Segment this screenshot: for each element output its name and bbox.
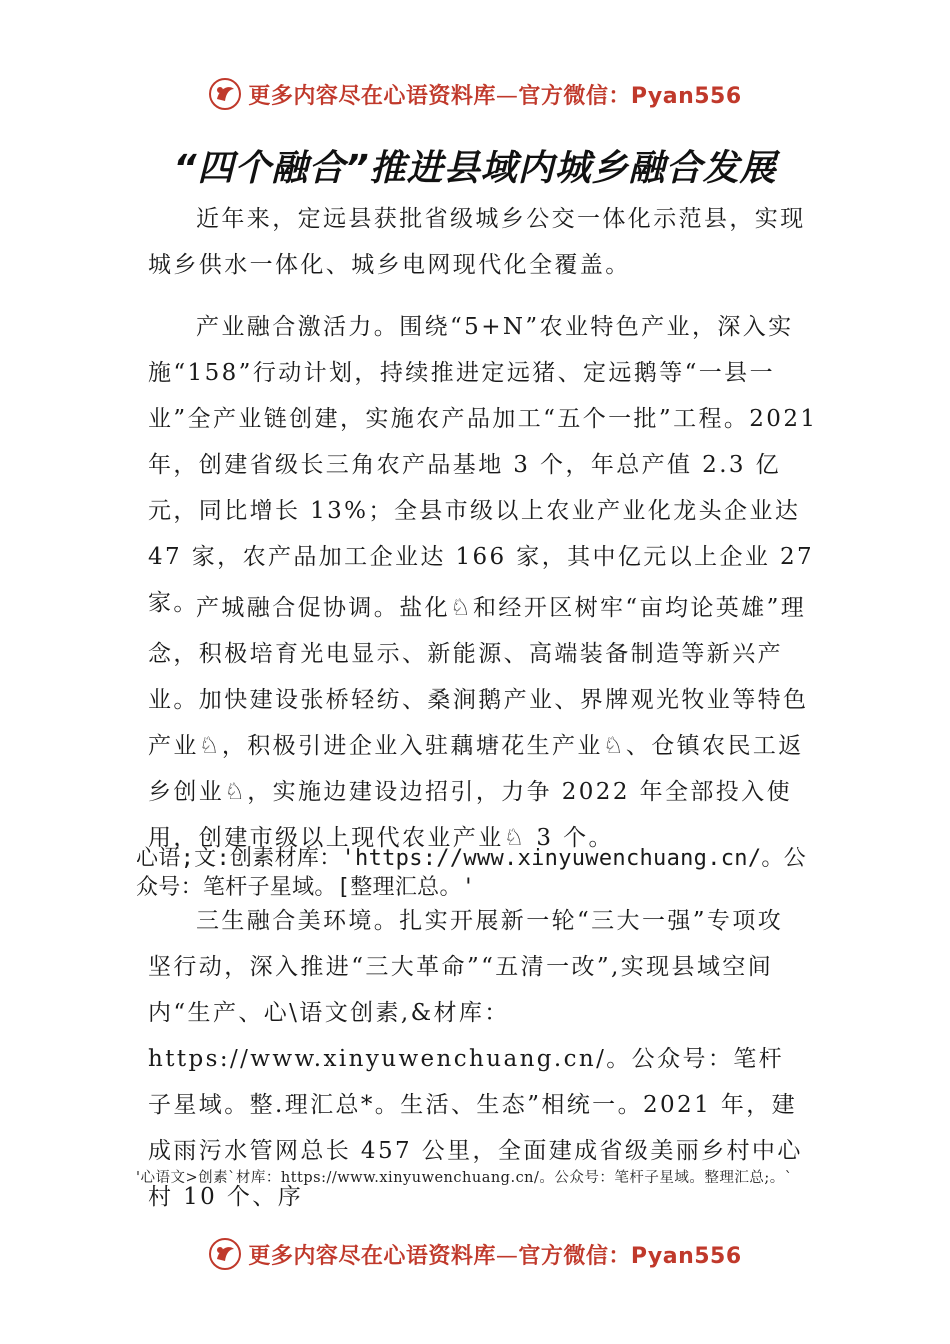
paragraph-intro: 近年来，定远县获批省级城乡公交一体化示范县，实现城乡供水一体化、城乡电网现代化全覆盖。 <box>148 206 806 278</box>
paragraph-environment: 三生融合美环境。扎实开展新一轮“三大一强”专项攻坚行动，深入推进“三大革命”“五清一改”,实现县域空间内“生产、心\语文创素,&材库：https://www.xinyuwenchuang.cn/。公众号：笔杆子星域。整.理汇总*。生活、生态”相统一。2021 年，建成雨污水管网总长 457 公里，全面建成省级美丽乡村中心村 10 个、序 <box>148 908 803 1210</box>
logo-icon <box>208 77 242 111</box>
paragraph-industry: 产业融合激活力。围绕“5+N”农业特色产业，深入实施“158”行动计划，持续推进定远猪、定远鹅等“一县一业”全产业链创建，实施农产品加工“五个一批”工程。2021年，创建省级长三角农产品基地 3 个，年总产值 2.3 亿元，同比增长 13%；全县市级以上农业产业化龙头企业达 47 家，农产品加工企业达 166 家，其中亿元以上企业 27 家。 <box>148 314 818 616</box>
footer-banner-text: 更多内容尽在心语资料库—官方微信：Pyan556 <box>248 1243 742 1269</box>
footer-banner <box>0 1234 950 1274</box>
article-title: “四个融合”推进县域内城乡融合发展 <box>173 148 777 189</box>
header-banner <box>0 74 950 114</box>
footer-source-note: '心语文>创素`材库：https://www.xinyuwenchuang.cn/。公众号：笔杆子星域。整理汇总;。` <box>136 1170 793 1186</box>
paragraph-industry-city: 产城融合促协调。盐化♘和经开区树牢“亩均论英雄”理念，积极培育光电显示、新能源、高端装备制造等新兴产业。加快建设张桥轻纺、桑涧鹅产业、界牌观光牧业等特色产业♘，积极引进企业入驻藕塘花生产业♘、仓镇农民工返乡创业♘，实施边建设边招引，力争 2022 年全部投入使用，创建市级以上现代农业产业♘ 3 个。 <box>148 595 809 851</box>
logo-icon <box>208 1237 242 1271</box>
inline-source-note: 心语;文:创素材库：'https://www.xinyuwenchuang.cn/。公众号：笔杆子星域。[整理汇总。' <box>136 846 806 900</box>
header-banner-text: 更多内容尽在心语资料库—官方微信：Pyan556 <box>248 83 742 109</box>
